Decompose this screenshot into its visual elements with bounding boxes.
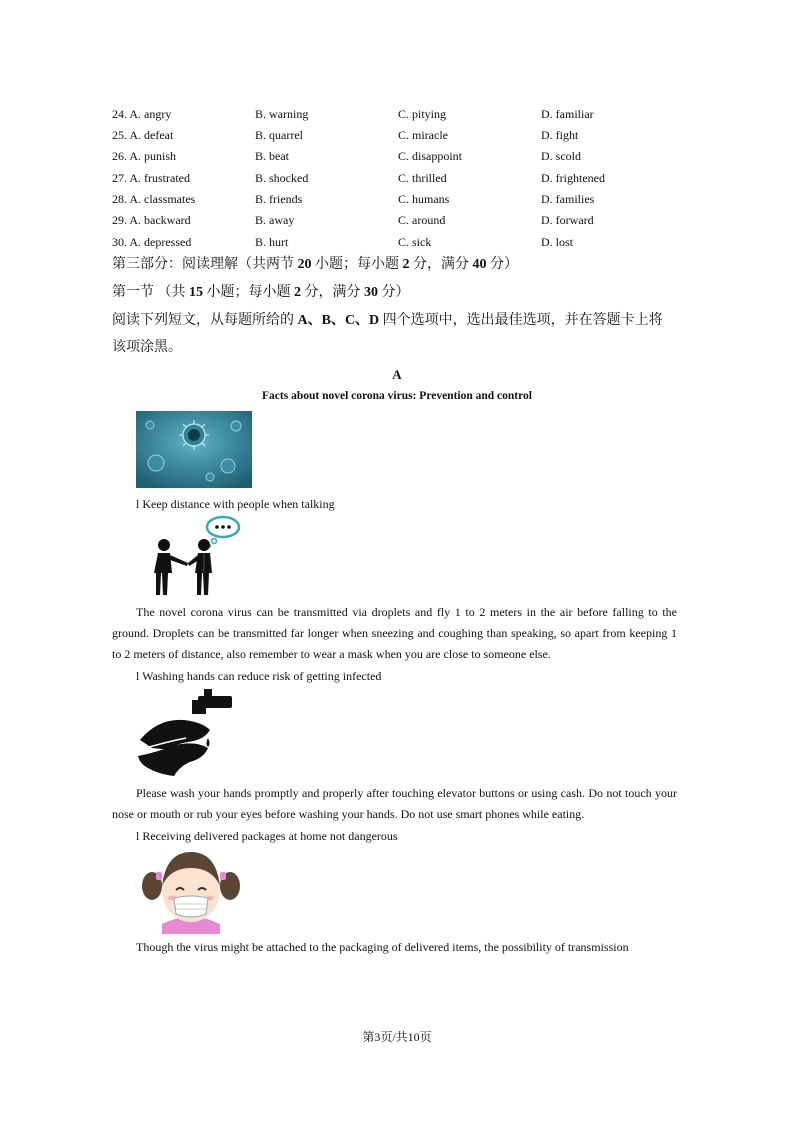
girl-mask-image: [140, 846, 242, 934]
option-d: D. frightened: [541, 171, 605, 185]
section-heading-part3-1: [112, 283, 410, 303]
option-a: 28. A. classmates: [112, 192, 196, 206]
option-b: B. shocked: [255, 171, 309, 185]
passage-title: Facts about novel corona virus: Prevention and control: [262, 390, 532, 402]
virus-illustration: [136, 411, 252, 488]
option-c: C. humans: [398, 192, 450, 206]
option-row-30: [112, 232, 712, 252]
option-d: D. fight: [541, 128, 579, 142]
heading-text: 第三部分：阅读理解（共两节: [112, 257, 298, 272]
talking-people-icon: [150, 515, 245, 597]
option-d: D. scold: [541, 149, 581, 163]
option-c: C. sick: [398, 235, 432, 249]
bullet-washing-hands: l Washing hands can reduce risk of getting infected: [136, 669, 382, 683]
option-b: B. beat: [255, 149, 289, 163]
heading-text: 小题；每小题: [311, 257, 403, 272]
option-c: C. thrilled: [398, 171, 447, 185]
option-b: B. quarrel: [255, 128, 303, 142]
option-b: B. hurt: [255, 235, 289, 249]
instruction-text: 阅读下列短文，从每题所给的: [112, 313, 298, 328]
option-a: 29. A. backward: [112, 213, 191, 227]
option-row-29: [112, 210, 712, 230]
virus-image: [136, 411, 252, 488]
hand-washing-image: [136, 686, 236, 778]
instruction-line-1: [112, 311, 663, 331]
option-d: D. familiar: [541, 107, 594, 121]
heading-number: 2: [294, 285, 301, 300]
option-c: C. pitying: [398, 107, 447, 121]
option-row-28: [112, 189, 712, 209]
option-c: C. around: [398, 213, 446, 227]
option-d: D. forward: [541, 213, 594, 227]
heading-number: 15: [189, 285, 203, 300]
option-a: 30. A. depressed: [112, 235, 192, 249]
paragraph-packages: Though the virus might be attached to the packaging of delivered items, the possibility of transmission: [136, 940, 629, 954]
option-d: D. families: [541, 192, 595, 206]
heading-text: 分）: [378, 285, 410, 300]
option-b: B. away: [255, 213, 295, 227]
heading-text: 第一节 （共: [112, 285, 189, 300]
page-footer: 第3页/共10页: [362, 1030, 432, 1044]
heading-text: 分，满分: [301, 285, 364, 300]
heading-text: 分，满分: [409, 257, 473, 272]
section-heading-part3: [112, 255, 518, 275]
option-b: B. friends: [255, 192, 303, 206]
option-row-26: [112, 146, 712, 166]
option-row-25: [112, 125, 712, 145]
option-a: 24. A. angry: [112, 107, 172, 121]
heading-text: 小题；每小题: [203, 285, 294, 300]
heading-number: 2: [402, 257, 410, 272]
heading-text: 分）: [486, 257, 518, 272]
heading-number: 20: [297, 257, 312, 272]
option-a: 25. A. defeat: [112, 128, 174, 142]
option-row-27: [112, 168, 712, 188]
heading-number: 30: [364, 285, 378, 300]
option-a: 27. A. frustrated: [112, 171, 190, 185]
paragraph-droplets: The novel corona virus can be transmitted via droplets and fly 1 to 2 meters in the air before falling to the ground. Droplets can be transmitted far longer when sneezing and coughing than speaking, so apart from keeping 1 to 2 meters of distance, also remember to wear a mask when you are close to someone else.: [112, 605, 677, 661]
talking-people-image: [150, 515, 245, 597]
passage-letter: A: [392, 367, 402, 382]
girl-with-mask-icon: [140, 846, 242, 934]
option-b: B. warning: [255, 107, 309, 121]
option-c: C. disappoint: [398, 149, 463, 163]
paragraph-wash-hands: Please wash your hands promptly and properly after touching elevator buttons or using cash. Do not touch your nose or mouth or rub your eyes before washing your hands. Do not use smart phones while eating.: [112, 786, 677, 821]
option-a: 26. A. punish: [112, 149, 177, 163]
heading-number: 40: [472, 257, 487, 272]
instruction-letters: A、B、C、D: [297, 313, 380, 328]
faucet-hands-icon: [136, 686, 236, 778]
bullet-keep-distance: l Keep distance with people when talking: [136, 497, 335, 511]
option-row-24: [112, 104, 712, 124]
instruction-line-2: 该项涂黑。: [112, 340, 182, 355]
bullet-packages: l Receiving delivered packages at home not dangerous: [136, 829, 398, 843]
option-c: C. miracle: [398, 128, 448, 142]
option-d: D. lost: [541, 235, 574, 249]
instruction-text: 四个选项中，选出最佳选项，并在答题卡上将: [379, 313, 663, 328]
